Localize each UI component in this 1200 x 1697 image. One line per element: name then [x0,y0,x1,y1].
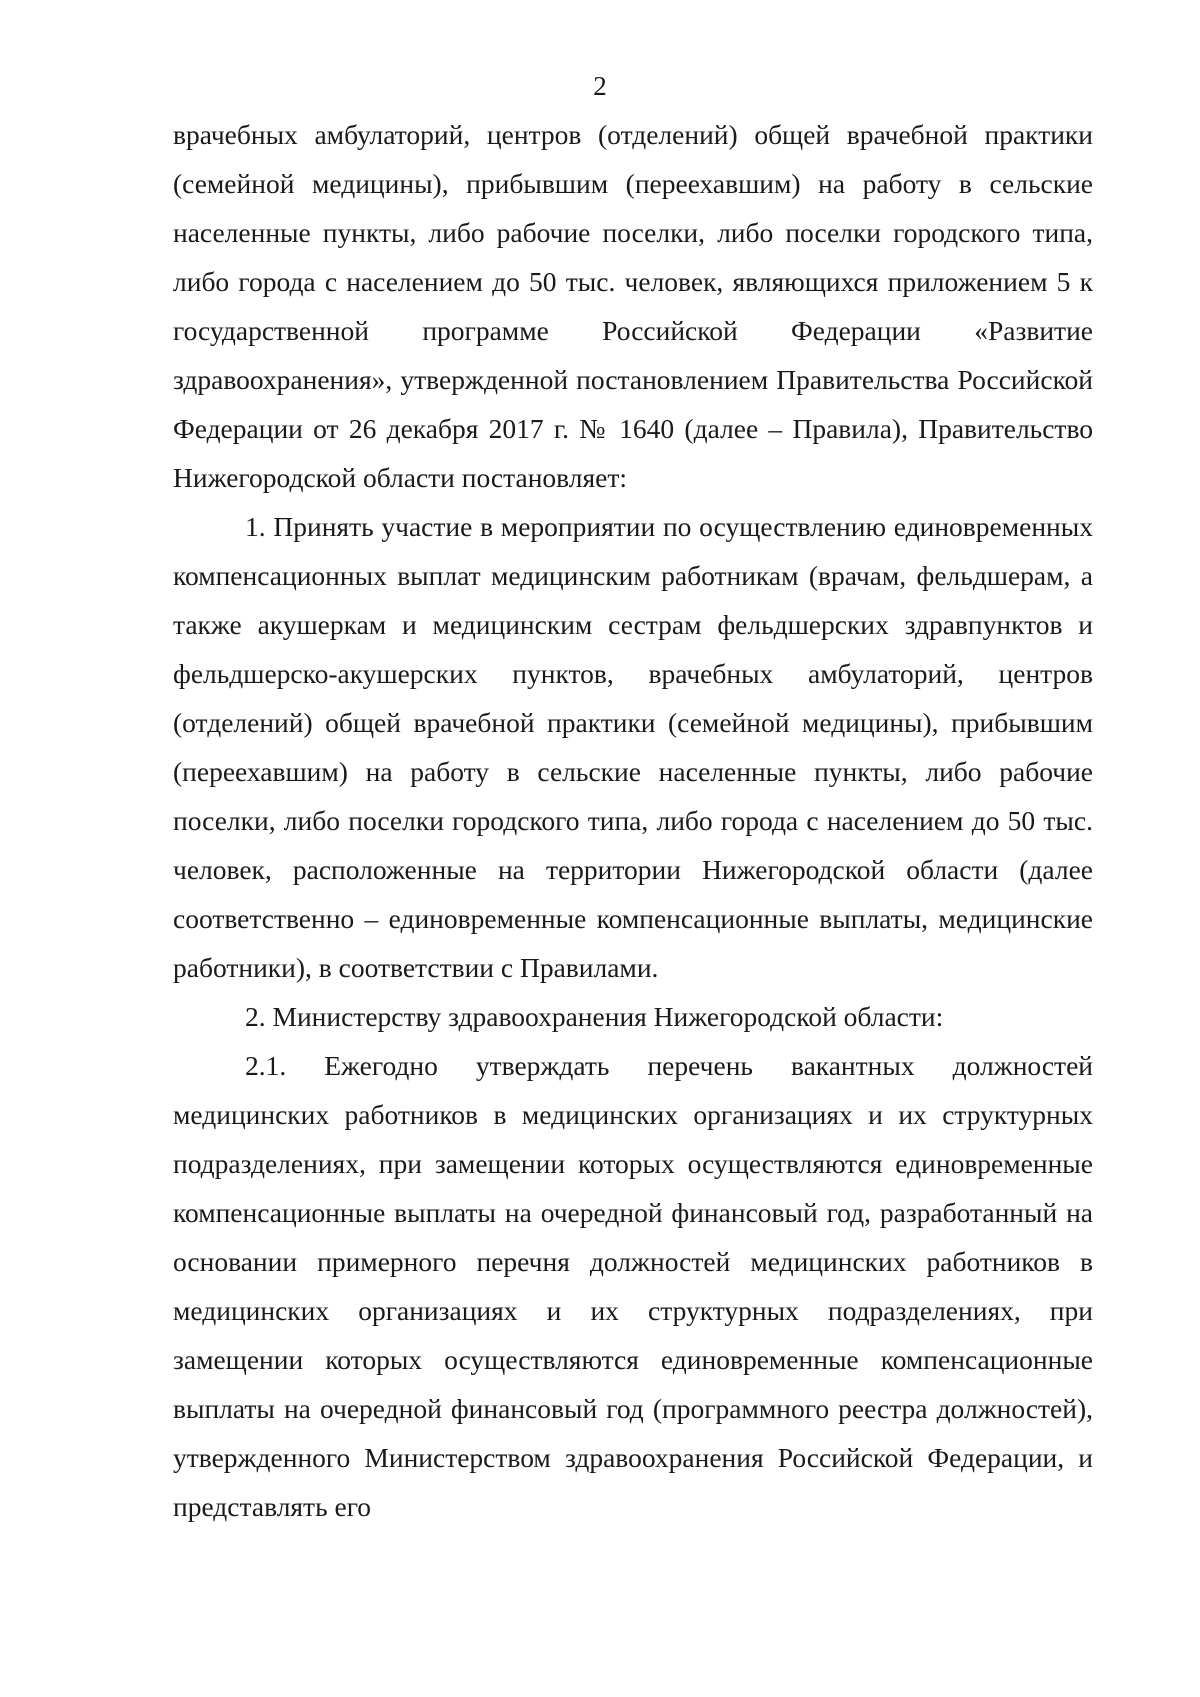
paragraph-item-2-1: 2.1. Ежегодно утверждать перечень вакантных должностей медицинских работников в медицинских организациях и их структурных подразделениях, при замещении которых осуществляются единовременные компенсационные выплаты на очередной финансовый год, разработанный на основании примерного перечня должностей медицинских работников в медицинских организациях и их структурных подразделениях, при замещении которых осуществляются единовременные компенсационные выплаты на очередной финансовый год (программного реестра должностей), утвержденного Министерством здравоохранения Российской Федерации, и представлять его [173,1050,1093,1522]
page-number: 2 [593,71,607,101]
paragraph-item-2: 2. Министерству здравоохранения Нижегородской области: [245,1001,944,1032]
paragraph-item-1: 1. Принять участие в мероприятии по осуществлению единовременных компенсационных выплат медицинским работникам (врачам, фельдшерам, а также акушеркам и медицинским сестрам фельдшерских здравпунктов и фельдшерско-акушерских пунктов, врачебных амбулаторий, центров (отделений) общей врачебной практики (семейной медицины), прибывшим (переехавшим) на работу в сельские населенные пункты, либо рабочие поселки, либо поселки городского типа, либо города с населением до 50 тыс. человек, расположенные на территории Нижегородской области (далее соответственно – единовременные компенсационные выплаты, медицинские работники), в соответствии с Правилами. [173,511,1093,983]
document-body [173,110,1093,1531]
paragraph-continuation: врачебных амбулаторий, центров (отделений) общей врачебной практики (семейной медицины), прибывшим (переехавшим) на работу в сельские населенные пункты, либо рабочие поселки, либо поселки городского типа, либо города с населением до 50 тыс. человек, являющихся приложением 5 к государственной программе Российской Федерации «Развитие здравоохранения», утвержденной постановлением Правительства Российской Федерации от 26 декабря 2017 г. № 1640 (далее – Правила), Правительство Нижегородской области постановляет: [173,119,1093,493]
